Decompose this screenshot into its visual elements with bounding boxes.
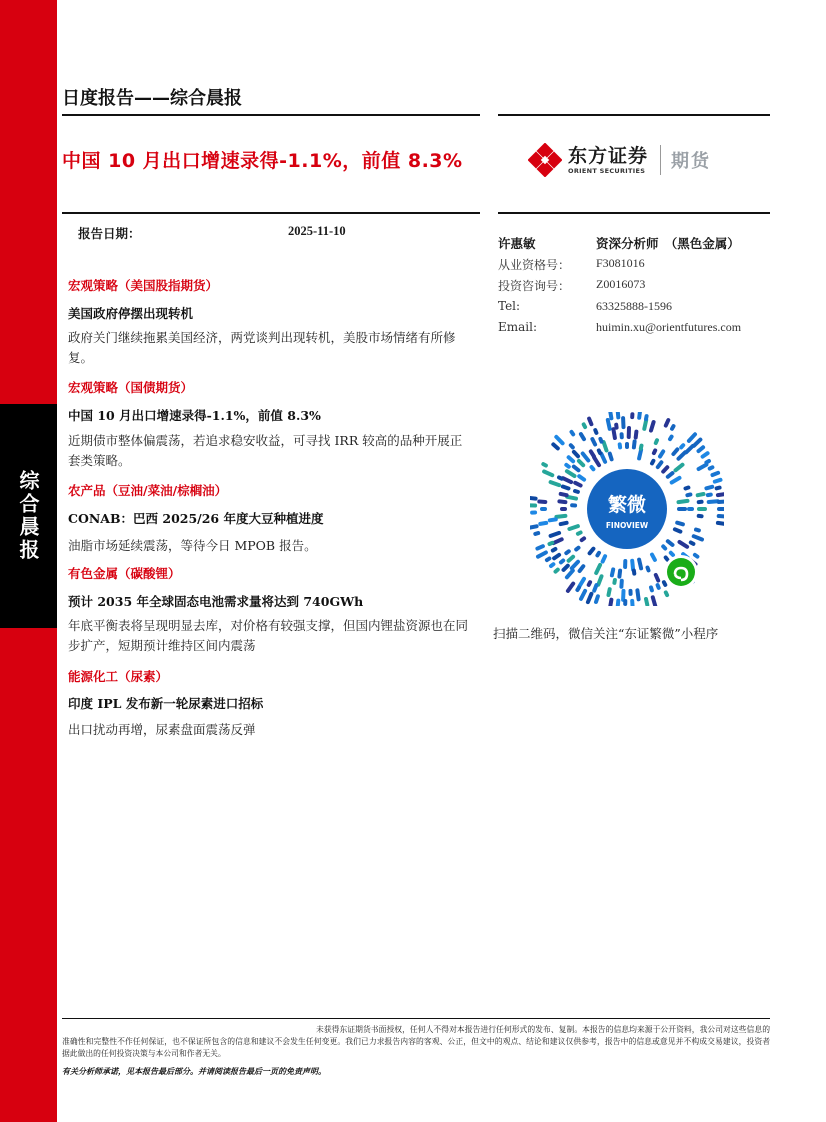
section-item-title: 印度 IPL 发布新一轮尿素进口招标 [68, 696, 264, 711]
qr-code-ray [644, 420, 646, 429]
qr-code-ray [696, 530, 699, 531]
qr-code-ray [672, 426, 674, 429]
qr-code-ray [559, 477, 562, 478]
analyst-name: 许惠敏 [498, 236, 536, 251]
qr-code-ray [666, 420, 669, 426]
qr-code-ray [589, 582, 590, 585]
qr-code-ray [592, 439, 595, 444]
qr-code-ray [715, 480, 721, 482]
analyst-info-label: Tel: [498, 299, 521, 313]
qr-code-ray [717, 488, 720, 489]
qr-code-ray [556, 570, 558, 572]
qr-code-ray [590, 549, 594, 554]
qr-code-ray [618, 412, 619, 417]
qr-code-ray [564, 566, 568, 570]
qr-code-ray [574, 467, 579, 471]
qr-code-ray [710, 467, 713, 468]
qr-code-ray [706, 487, 712, 489]
qr-code-ray [651, 422, 654, 431]
qr-code-ray [718, 523, 724, 524]
qr-code-ray [579, 461, 583, 465]
qr-code-ray [639, 412, 640, 418]
qr-code-ray [634, 441, 635, 447]
wechat-mini-program-icon [664, 555, 698, 589]
qr-center-cn: 繁微 [607, 494, 647, 516]
report-date-value: 2025-11-10 [288, 224, 346, 238]
qr-code-ray [699, 465, 707, 469]
qr-code-ray [613, 429, 615, 438]
qr-code-ray [680, 542, 688, 547]
qr-code-ray [686, 446, 693, 452]
section-category: 宏观策略（美国股指期货） [68, 278, 219, 293]
section-item-body: 近期债市整体偏震荡，若追求稳安收益，可寻找 IRR 较高的品种开展正套类策略。 [68, 433, 463, 468]
qr-code-ray [582, 538, 584, 540]
qr-code-ray [639, 560, 641, 569]
side-tab-label: 综合晨报 [16, 470, 40, 562]
section-category: 农产品（豆油/菜油/棕榈油） [68, 483, 228, 498]
qr-code-ray [698, 494, 704, 495]
qr-code-ray [553, 549, 556, 551]
qr-code-ray [567, 471, 575, 476]
qr-code-ray [600, 439, 601, 442]
orient-securities-logo [528, 140, 738, 180]
qr-center-en: FINOVIEW [605, 521, 649, 530]
qr-code-ray [578, 533, 581, 534]
report-date-label: 报告日期： [78, 226, 141, 241]
doc-type-title: 日度报告——综合晨报 [62, 88, 242, 109]
footer-rule [62, 1018, 770, 1019]
qr-code-ray [535, 533, 538, 534]
qr-code-ray [703, 453, 708, 456]
qr-code-ray [687, 495, 690, 496]
qr-code-ray [571, 445, 573, 447]
qr-code-ray [572, 432, 574, 435]
qr-code-ray [598, 576, 601, 584]
qr-code-ray [689, 434, 695, 441]
qr-code-ray [656, 440, 657, 443]
qr-code-ray [637, 590, 638, 599]
analyst-email-value[interactable]: huimin.xu@orientfutures.com [596, 320, 742, 334]
qr-code-ray [679, 501, 688, 502]
header-rule-right-bottom [498, 212, 770, 214]
qr-code-ray [530, 526, 537, 528]
section-item-body: 年底平衡表将呈现明显去库，对价格有较强支撑，但国内锂盐资源也在同步扩产，短期预计维持区间内震荡 [68, 618, 469, 653]
qr-code-ray [646, 599, 647, 605]
qr-code-ray [579, 476, 584, 479]
qr-code-ray [566, 551, 569, 553]
qr-code-ray [679, 452, 686, 458]
qr-code-ray [668, 541, 673, 545]
analyst-info-value: Z0016073 [596, 277, 646, 291]
header-rule-right-top [498, 114, 770, 116]
qr-code-ray [540, 523, 546, 524]
side-tab [0, 404, 57, 628]
qr-code-ray [694, 440, 701, 446]
qr-code-ray [596, 596, 598, 602]
qr-code-ray [666, 592, 667, 595]
qr-code-ray [694, 536, 702, 539]
qr-code-ray [653, 597, 656, 606]
qr-code-ray [599, 450, 600, 453]
qr-code-ray [673, 449, 677, 454]
logo-sub-text: 期货 [671, 151, 712, 172]
disclaimer-text: 未获得东证期货书面授权，任何人不得对本报告进行任何形式的发布、复制。本报告的信息均来源于公开资料，我公司对这些信息的准确性和完整性不作任何保证，也不保证所包含的信息和建议不会发生任何变更。我们已力求报告内容的客观、公正，但文中的观点、结论和建议仅供参考，报告中的信息或意见并不构成交易建议，投资者据此做出的任何投资决策与本公司和作者无关。 [62, 1025, 770, 1058]
section-category: 宏观策略（国债期货） [68, 380, 194, 395]
qr-code-ray [566, 465, 569, 467]
qr-code-ray [569, 526, 578, 529]
qr-code-ray [719, 516, 724, 517]
qr-code-ray [591, 451, 594, 456]
qr-code-ray [699, 447, 704, 451]
qr-code-ray [594, 585, 596, 591]
qr-code-ray [675, 529, 681, 531]
logo-cn-text: 东方证券 [568, 145, 649, 167]
qr-code-ray [681, 445, 683, 447]
qr-code-ray [572, 562, 578, 569]
qr-code-ray [556, 437, 562, 443]
qr-code-ray [686, 488, 689, 489]
qr-code-ray [646, 416, 647, 419]
qr-code-ray [588, 594, 592, 602]
qr-code-ray [547, 559, 550, 561]
qr-code-ray [654, 450, 655, 453]
qr-code-ray [538, 553, 546, 557]
qr-code-ray [579, 579, 584, 587]
analyst-role: 资深分析师 （黑色金属） [596, 236, 740, 251]
qr-code-ray [583, 454, 589, 461]
section-item-title: CONAB：巴西 2025/26 年度大豆种植进度 [68, 511, 324, 526]
qr-code-ray [584, 424, 585, 427]
qr-code-ray [610, 600, 612, 606]
qr-code-ray [695, 555, 698, 557]
qr-code-ray [619, 571, 620, 577]
qr-code-ray [677, 523, 683, 525]
qr-code-ray [610, 412, 611, 418]
qr-code-ray [577, 588, 579, 591]
qr-code-ray [580, 566, 584, 571]
qr-code-ray [567, 571, 573, 578]
qr-code-ray [561, 494, 567, 495]
qr-code-ray [663, 546, 665, 548]
qr-code-ray [639, 450, 641, 459]
qr-code-ray [539, 502, 545, 503]
qr-code-ray [713, 473, 719, 475]
qr-code-ray [596, 565, 600, 573]
qr-code-ray [632, 561, 633, 570]
qr-code-ray [550, 519, 556, 520]
qr-code-ray [575, 483, 580, 486]
qr-code-ray [563, 487, 569, 489]
qr-code-ray [581, 591, 585, 599]
qr-code-ray [668, 473, 673, 477]
qr-code-ray [671, 553, 673, 555]
qr-code-ray [610, 454, 612, 460]
section-item-body: 政府关门继续拖累美国经济，两党谈判出现转机，美股市场情绪有所修复。 [68, 330, 456, 365]
qr-code-ray [618, 601, 619, 606]
mini-program-qr-code[interactable] [530, 412, 724, 606]
qr-code-ray [561, 561, 563, 563]
qr-code-ray [706, 461, 709, 463]
qr-code-ray [594, 458, 599, 466]
qr-code-ray [641, 446, 642, 449]
qr-code-ray [656, 575, 658, 581]
qr-code-ray [651, 587, 652, 590]
logo-wordmark [568, 145, 648, 175]
qr-code-ray [592, 467, 594, 469]
analyst-info-label: 投资咨询号： [498, 279, 571, 293]
qr-code-ray [670, 437, 672, 440]
qr-code-ray [609, 589, 610, 595]
qr-code-ray [608, 420, 610, 429]
section-item-title: 预计 2035 年全球固态电池需求量将达到 740GWh [68, 594, 364, 609]
section-category: 有色金属（碳酸锂） [68, 566, 181, 581]
qr-code-ray [575, 491, 578, 492]
qr-code-ray [648, 568, 649, 571]
qr-code-ray [569, 557, 574, 561]
qr-code-ray [537, 546, 543, 548]
qr-code-ray [658, 462, 662, 467]
analyst-info-label: 从业资格号： [498, 258, 571, 272]
qr-code-ray [530, 498, 536, 499]
section-item-body: 油脂市场延续震荡，等待今日 MPOB 报告。 [68, 538, 317, 553]
qr-code-ray [708, 495, 711, 496]
qr-code-ray [604, 442, 607, 451]
qr-code-ray [676, 465, 683, 471]
qr-code-ray [719, 501, 724, 502]
qr-code-ray [544, 472, 552, 476]
qr-code-ray [658, 585, 659, 588]
qr-code-ray [636, 432, 637, 438]
logo-en-text: ORIENT SECURITIES [568, 167, 646, 175]
qr-code-ray [612, 569, 613, 575]
header-rule-left-bottom [62, 212, 480, 214]
qr-code-ray [614, 580, 615, 583]
qr-code-ray [581, 434, 584, 439]
qr-code-ray [601, 454, 605, 462]
qr-code-ray [569, 457, 574, 461]
section-item-title: 中国 10 月出口增速录得-1.1%，前值 8.3% [68, 408, 321, 423]
qr-code-ray [553, 444, 558, 448]
qr-code-ray [595, 430, 596, 433]
qr-code-ray [563, 478, 571, 482]
qr-code-ray [709, 501, 718, 502]
qr-code-ray [664, 582, 665, 585]
logo-mark-icon [528, 143, 562, 177]
qr-code-ray [559, 501, 565, 502]
qr-code-ray [568, 584, 573, 591]
qr-code-ray [574, 452, 578, 456]
header-rule-left-top [62, 114, 480, 116]
qr-code-ray [597, 553, 599, 556]
qr-code-ray [554, 555, 559, 558]
qr-code-ray [561, 523, 567, 524]
qr-code-ray [672, 478, 680, 483]
analyst-info-value: 63325888-1596 [596, 299, 672, 313]
analyst-info-value: F3081016 [596, 256, 645, 270]
qr-code-ray [652, 555, 655, 560]
section-item-body: 出口扰动再增，尿素盘面震荡反弹 [68, 722, 256, 737]
qr-code-ray [551, 533, 560, 536]
analyst-info-label: Email: [498, 320, 538, 334]
analyst-commitment-note: 有关分析师承诺，见本报告最后部分。并请阅读报告最后一页的免责声明。 [62, 1066, 326, 1076]
qr-code-ray [603, 556, 606, 561]
qr-code-ray [660, 451, 663, 456]
qr-code-ray [550, 543, 553, 544]
qr-code-ray [551, 564, 553, 566]
qr-code-ray [576, 548, 578, 550]
qr-code-ray [554, 539, 562, 543]
qr-code-ray [691, 543, 694, 544]
qr-code-ray [551, 482, 560, 485]
section-category: 能源化工（尿素） [68, 669, 169, 684]
qr-code-ray [589, 419, 591, 425]
qr-code-ray [652, 461, 653, 464]
qr-code-ray [718, 494, 724, 495]
qr-caption: 扫描二维码，微信关注“东证繁微”小程序 [493, 626, 719, 641]
qr-code-ray [556, 516, 565, 517]
qr-code-ray [567, 497, 576, 499]
headline: 中国 10 月出口增速录得-1.1%，前值 8.3% [62, 150, 463, 172]
qr-code-ray [543, 464, 546, 465]
section-item-title: 美国政府停摆出现转机 [68, 306, 194, 321]
logo-separator [660, 145, 661, 175]
qr-code-ray [663, 467, 667, 471]
qr-code-ray [666, 558, 668, 560]
